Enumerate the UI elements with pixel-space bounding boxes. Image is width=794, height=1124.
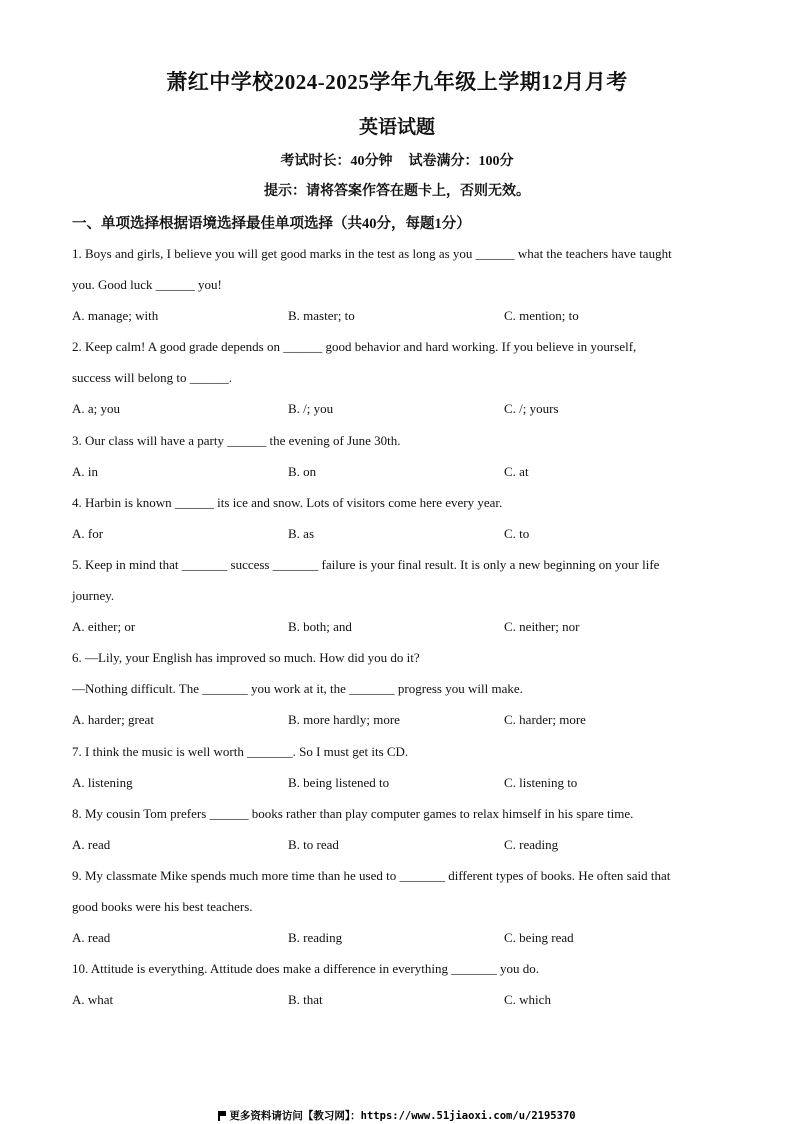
answer-options [72, 984, 732, 1015]
footer-link[interactable]: 更多资料请访问【教习网】：https://www.51jiaoxi.com/u/2195370 [229, 1110, 576, 1122]
section-title: 一、单项选择根据语境选择最佳单项选择（共40分，每题1分） [72, 216, 471, 232]
question-text: good books were his best teachers. [72, 898, 253, 914]
question-item [72, 238, 732, 331]
answer-options [72, 300, 732, 331]
question-item [72, 953, 732, 1015]
question-item [72, 736, 732, 798]
answer-option: A. in [72, 463, 98, 479]
answer-option: A. a; you [72, 401, 121, 417]
answer-option: A. listening [72, 774, 133, 790]
answer-option: C. mention; to [504, 308, 579, 324]
question-list [72, 238, 732, 1015]
answer-options [72, 456, 732, 487]
answer-options [72, 922, 732, 953]
answer-option: A. either; or [72, 619, 136, 635]
question-text: —Nothing difficult. The _______ you work at it, the _______ progress you will make. [72, 681, 523, 697]
answer-options [72, 611, 732, 642]
answer-option: C. which [504, 992, 551, 1008]
answer-option: B. to read [288, 836, 339, 852]
answer-option: C. /; yours [504, 401, 559, 417]
question-text: 1. Boys and girls, I believe you will get good marks in the test as long as you ______ what the teachers have taught [72, 246, 672, 261]
answer-option: A. manage; with [72, 308, 159, 324]
answer-option: B. master; to [288, 308, 355, 324]
question-text: 9. My classmate Mike spends much more time than he used to _______ different types of books. He often said that [72, 867, 671, 883]
question-item [72, 425, 732, 487]
answer-option: B. both; and [288, 619, 352, 635]
answer-option: C. neither; nor [504, 619, 580, 635]
answer-option: C. harder; more [504, 712, 586, 728]
answer-option: C. at [504, 463, 529, 479]
answer-option: B. being listened to [288, 774, 390, 790]
answer-options [72, 829, 732, 860]
exam-duration: 考试时长：40分钟 [280, 154, 393, 169]
answer-option: B. /; you [288, 401, 334, 417]
flag-icon [218, 1111, 226, 1120]
exam-full-score: 试卷满分：100分 [408, 154, 514, 169]
question-text: 4. Harbin is known ______ its ice and snow. Lots of visitors come here every year. [72, 494, 503, 510]
question-item [72, 331, 732, 424]
question-text: journey. [72, 588, 115, 604]
answer-option: B. as [288, 525, 314, 541]
question-item [72, 860, 732, 953]
answer-option: A. for [72, 525, 104, 541]
answer-options [72, 767, 732, 798]
question-text: you. Good luck ______ you! [72, 277, 222, 293]
question-text: success will belong to ______. [72, 370, 232, 386]
exam-title: 萧红中学校2024-2025学年九年级上学期12月月考 [166, 70, 628, 94]
answer-option: B. on [288, 463, 317, 479]
answer-option: B. more hardly; more [288, 712, 400, 728]
answer-options [72, 518, 732, 549]
question-item [72, 798, 732, 860]
exam-subject: 英语试题 [358, 117, 435, 138]
answer-option: A. what [72, 992, 114, 1008]
question-text: 10. Attitude is everything. Attitude does make a difference in everything _______ you do. [72, 961, 539, 977]
answer-option: C. to [504, 525, 530, 541]
answer-option: A. harder; great [72, 712, 154, 728]
answer-option: B. that [288, 992, 323, 1008]
answer-option: B. reading [288, 930, 343, 946]
question-text: 6. —Lily, your English has improved so much. How did you do it? [72, 650, 420, 666]
question-item [72, 642, 732, 735]
answer-option: C. being read [504, 930, 574, 946]
answer-option: A. read [72, 836, 111, 852]
exam-info [0, 150, 794, 170]
question-item [72, 487, 732, 549]
answer-option: A. read [72, 930, 111, 946]
question-text: 3. Our class will have a party ______ the evening of June 30th. [72, 432, 401, 448]
answer-options [72, 393, 732, 424]
question-item [72, 549, 732, 642]
answer-options [72, 704, 732, 735]
question-text: 2. Keep calm! A good grade depends on ______ good behavior and hard working. If you believe in yourself, [72, 339, 637, 355]
footer [0, 1108, 794, 1123]
answer-option: C. listening to [504, 774, 578, 790]
question-text: 7. I think the music is well worth _______. So I must get its CD. [72, 743, 409, 759]
question-text: 8. My cousin Tom prefers ______ books rather than play computer games to relax himself in his spare time. [72, 805, 634, 821]
answer-option: C. reading [504, 836, 559, 852]
exam-hint: 提示：请将答案作答在题卡上，否则无效。 [264, 184, 530, 199]
question-text: 5. Keep in mind that _______ success _______ failure is your final result. It is only a new beginning on your life [72, 556, 660, 572]
